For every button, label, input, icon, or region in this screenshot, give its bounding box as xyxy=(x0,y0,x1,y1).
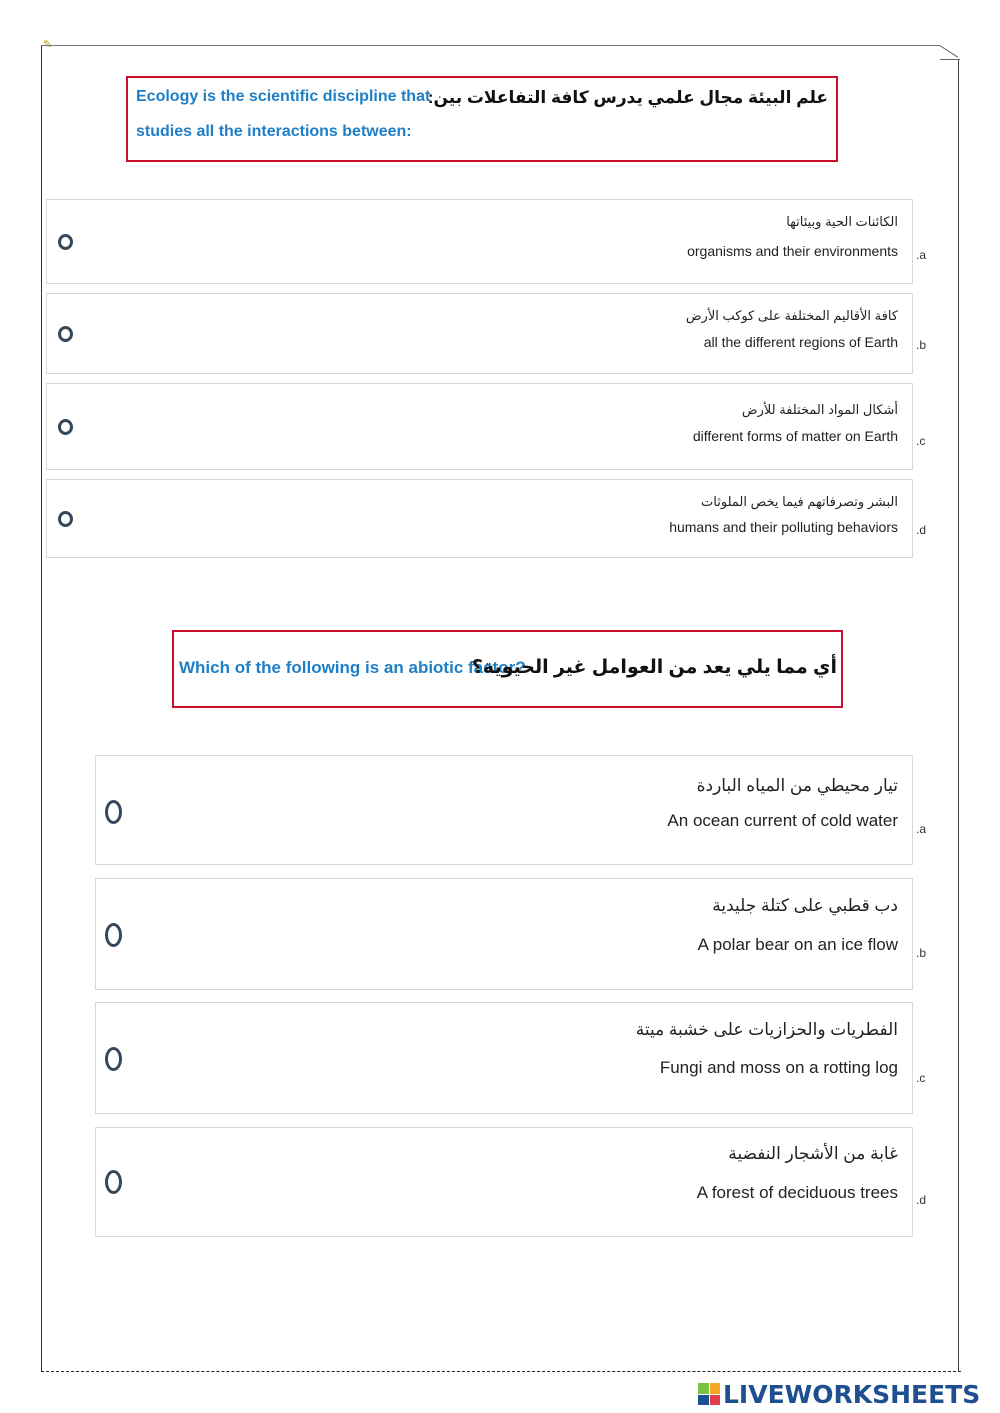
q1-option-c-arabic: أشكال المواد المختلفة للأرض xyxy=(741,402,898,417)
pin-icon: ✎ xyxy=(43,39,53,51)
q2-option-c-arabic: الفطريات والحزازيات على خشبة ميتة xyxy=(635,1020,898,1039)
q2-option-a-letter: .a xyxy=(916,822,927,836)
q2-option-b[interactable] xyxy=(95,878,913,990)
q1-option-b-english: all the different regions of Earth xyxy=(703,334,898,350)
q1-option-d-radio[interactable] xyxy=(58,511,73,527)
q2-option-b-english: A polar bear on an ice flow xyxy=(697,935,898,954)
page-fold-corner xyxy=(940,45,960,60)
q1-option-c-english: different forms of matter on Earth xyxy=(692,428,898,444)
q2-option-c-english: Fungi and moss on a rotting log xyxy=(659,1058,898,1077)
q2-option-d-arabic: غابة من الأشجار النفضية xyxy=(728,1144,898,1163)
q1-option-c-letter: .c xyxy=(916,434,926,448)
q1-option-a-letter: .a xyxy=(916,248,927,262)
q2-option-d[interactable] xyxy=(95,1127,913,1237)
q2-option-b-radio[interactable] xyxy=(105,923,122,947)
q2-option-c-radio[interactable] xyxy=(105,1047,122,1071)
q1-option-b-letter: .b xyxy=(916,338,927,352)
q2-option-a-radio[interactable] xyxy=(105,800,122,824)
page-bottom-line xyxy=(41,1371,961,1372)
question-2-box xyxy=(172,630,843,708)
q1-option-b[interactable] xyxy=(46,293,913,374)
question-2-english: Which of the following is an abiotic factor? xyxy=(179,658,526,677)
q2-option-c[interactable] xyxy=(95,1002,913,1114)
q2-option-c-letter: .c xyxy=(916,1071,926,1085)
q2-option-d-radio[interactable] xyxy=(105,1170,122,1194)
q1-option-d-arabic: البشر وتصرفاتهم فيما يخص الملوثات xyxy=(701,494,898,509)
question-2-arabic: أي مما يلي يعد من العوامل غير الحيوية؟ xyxy=(471,657,837,678)
liveworksheets-logo xyxy=(698,1378,980,1410)
liveworksheets-logo-text: LIVEWORKSHEETS xyxy=(723,1379,981,1409)
question-1-arabic: علم البيئة مجال علمي يدرس كافة التفاعلات بين: xyxy=(427,88,828,107)
q1-option-a[interactable] xyxy=(46,199,913,284)
q1-option-a-english: organisms and their environments xyxy=(687,243,898,259)
q2-option-a[interactable] xyxy=(95,755,913,865)
q1-option-d-english: humans and their polluting behaviors xyxy=(669,519,898,535)
q2-option-b-arabic: دب قطبي على كتلة جليدية xyxy=(712,896,898,915)
q1-option-c-radio[interactable] xyxy=(58,419,73,435)
q2-option-d-english: A forest of deciduous trees xyxy=(696,1183,898,1202)
q2-option-a-arabic: تيار محيطي من المياه الباردة xyxy=(696,776,898,795)
q2-option-a-english: An ocean current of cold water xyxy=(667,811,898,830)
q1-option-a-arabic: الكائنات الحية وبيئاتها xyxy=(786,214,898,229)
liveworksheets-mark-icon xyxy=(698,1383,720,1405)
q2-option-d-letter: .d xyxy=(916,1193,927,1207)
q2-option-b-letter: .b xyxy=(916,946,927,960)
q1-option-d-letter: .d xyxy=(916,523,927,537)
q1-option-a-radio[interactable] xyxy=(58,234,73,250)
q1-option-b-arabic: كافة الأقاليم المختلفة على كوكب الأرض xyxy=(685,308,898,323)
question-1-box xyxy=(126,76,838,162)
q1-option-b-radio[interactable] xyxy=(58,326,73,342)
question-1-english-line2: studies all the interactions between: xyxy=(136,123,412,140)
q1-option-d[interactable] xyxy=(46,479,913,558)
question-1-english-line1: Ecology is the scientific discipline that xyxy=(136,88,431,105)
q1-option-c[interactable] xyxy=(46,383,913,470)
